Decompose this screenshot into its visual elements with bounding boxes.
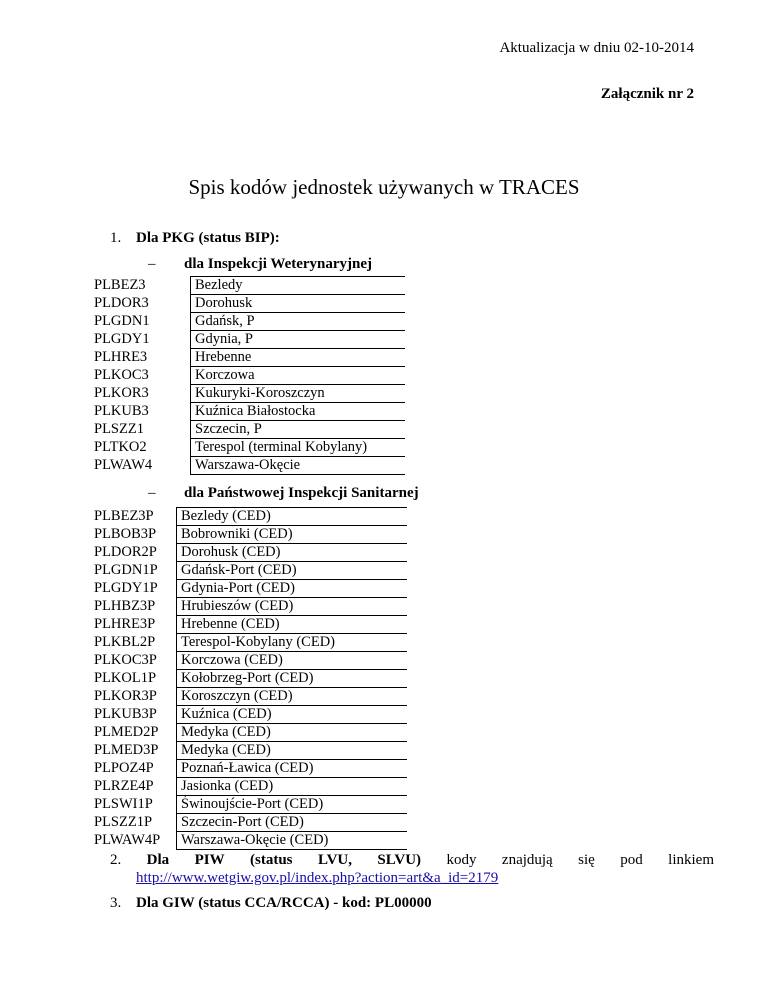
unit-code: PLSZZ1P bbox=[90, 814, 177, 832]
sanitary-codes-table bbox=[90, 507, 407, 850]
subsection-veterinary-label: dla Inspekcji Weterynaryjnej bbox=[184, 256, 373, 272]
unit-name: Gdynia, P bbox=[191, 331, 406, 349]
table-row bbox=[90, 742, 407, 760]
unit-code: PLKUB3 bbox=[90, 403, 191, 421]
unit-code: PLDOR3 bbox=[90, 295, 191, 313]
unit-name: Szczecin-Port (CED) bbox=[177, 814, 408, 832]
table-row bbox=[90, 616, 407, 634]
table-row bbox=[90, 421, 405, 439]
section-2-word: Dla bbox=[146, 852, 170, 868]
unit-code: PLGDN1 bbox=[90, 313, 191, 331]
unit-name: Gdańsk, P bbox=[191, 313, 406, 331]
unit-name: Bezledy bbox=[191, 277, 406, 295]
section-1-heading bbox=[110, 230, 280, 247]
unit-name: Gdańsk-Port (CED) bbox=[177, 562, 408, 580]
table-row bbox=[90, 457, 405, 475]
annex-label: Załącznik nr 2 bbox=[600, 86, 694, 102]
unit-code: PLWAW4 bbox=[90, 457, 191, 475]
unit-name: Gdynia-Port (CED) bbox=[177, 580, 408, 598]
table-row bbox=[90, 367, 405, 385]
table-row bbox=[90, 562, 407, 580]
veterinary-codes-table bbox=[90, 276, 405, 475]
unit-code: PLBEZ3P bbox=[90, 508, 177, 526]
unit-name: Kuźnica Białostocka bbox=[191, 403, 406, 421]
unit-code: PLHBZ3P bbox=[90, 598, 177, 616]
page-title: Spis kodów jednostek używanych w TRACES bbox=[188, 175, 580, 199]
dash-bullet: – bbox=[148, 256, 156, 272]
unit-code: PLKOR3 bbox=[90, 385, 191, 403]
section-1-number: 1. bbox=[110, 230, 122, 246]
unit-name: Warszawa-Okęcie (CED) bbox=[177, 832, 408, 850]
unit-name: Terespol-Kobylany (CED) bbox=[177, 634, 408, 652]
unit-name: Bobrowniki (CED) bbox=[177, 526, 408, 544]
update-date: Aktualizacja w dniu 02-10-2014 bbox=[499, 40, 694, 56]
table-row bbox=[90, 814, 407, 832]
section-2-word: (status bbox=[250, 852, 293, 868]
unit-name: Medyka (CED) bbox=[177, 742, 408, 760]
dash-bullet: – bbox=[148, 485, 156, 501]
table-row bbox=[90, 724, 407, 742]
unit-code: PLKOR3P bbox=[90, 688, 177, 706]
wetgiw-link[interactable]: http://www.wetgiw.gov.pl/index.php?action=art&a_id=2179 bbox=[136, 870, 499, 886]
unit-name: Poznań-Ławica (CED) bbox=[177, 760, 408, 778]
table-row bbox=[90, 508, 407, 526]
section-3 bbox=[110, 895, 432, 912]
table-row bbox=[90, 313, 405, 331]
table-row bbox=[90, 670, 407, 688]
table-row bbox=[90, 706, 407, 724]
table-row bbox=[90, 778, 407, 796]
table-row bbox=[90, 760, 407, 778]
section-2-word: LVU, bbox=[317, 852, 352, 868]
section-3-number: 3. bbox=[110, 895, 122, 911]
table-row bbox=[90, 832, 407, 850]
unit-name: Korczowa bbox=[191, 367, 406, 385]
subsection-veterinary bbox=[148, 256, 372, 273]
table-row bbox=[90, 385, 405, 403]
section-2-word: się bbox=[578, 852, 595, 868]
unit-name: Dorohusk (CED) bbox=[177, 544, 408, 562]
unit-code: PLSZZ1 bbox=[90, 421, 191, 439]
unit-code: PLKUB3P bbox=[90, 706, 177, 724]
unit-name: Hrebenne (CED) bbox=[177, 616, 408, 634]
unit-name: Terespol (terminal Kobylany) bbox=[191, 439, 406, 457]
section-2-number: 2. bbox=[110, 852, 122, 868]
unit-code: PLGDN1P bbox=[90, 562, 177, 580]
table-row bbox=[90, 688, 407, 706]
unit-name: Warszawa-Okęcie bbox=[191, 457, 406, 475]
unit-code: PLKOC3P bbox=[90, 652, 177, 670]
unit-name: Kukuryki-Koroszczyn bbox=[191, 385, 406, 403]
section-2-word: SLVU) bbox=[377, 852, 422, 868]
unit-code: PLMED2P bbox=[90, 724, 177, 742]
unit-name: Dorohusk bbox=[191, 295, 406, 313]
unit-code: PLPOZ4P bbox=[90, 760, 177, 778]
unit-name: Koroszczyn (CED) bbox=[177, 688, 408, 706]
section-2 bbox=[110, 852, 714, 887]
subsection-sanitary bbox=[148, 485, 419, 502]
unit-code: PLGDY1P bbox=[90, 580, 177, 598]
section-2-word: PIW bbox=[194, 852, 225, 868]
unit-code: PLKBL2P bbox=[90, 634, 177, 652]
unit-code: PLKOC3 bbox=[90, 367, 191, 385]
section-2-word: pod bbox=[620, 852, 643, 868]
table-row bbox=[90, 598, 407, 616]
unit-code: PLWAW4P bbox=[90, 832, 177, 850]
table-row bbox=[90, 544, 407, 562]
table-row bbox=[90, 526, 407, 544]
table-row bbox=[90, 403, 405, 421]
section-2-word: kody bbox=[446, 852, 477, 868]
table-row bbox=[90, 634, 407, 652]
section-1-text: Dla PKG (status BIP): bbox=[136, 230, 280, 246]
unit-code: PLRZE4P bbox=[90, 778, 177, 796]
table-row bbox=[90, 580, 407, 598]
unit-code: PLDOR2P bbox=[90, 544, 177, 562]
unit-name: Bezledy (CED) bbox=[177, 508, 408, 526]
table-row bbox=[90, 439, 405, 457]
unit-name: Szczecin, P bbox=[191, 421, 406, 439]
unit-name: Medyka (CED) bbox=[177, 724, 408, 742]
section-2-word: linkiem bbox=[668, 852, 714, 868]
unit-name: Kuźnica (CED) bbox=[177, 706, 408, 724]
table-row bbox=[90, 331, 405, 349]
unit-code: PLTKO2 bbox=[90, 439, 191, 457]
table-row bbox=[90, 796, 407, 814]
unit-code: PLSWI1P bbox=[90, 796, 177, 814]
unit-code: PLGDY1 bbox=[90, 331, 191, 349]
subsection-sanitary-label: dla Państwowej Inspekcji Sanitarnej bbox=[184, 485, 419, 501]
table-row bbox=[90, 295, 405, 313]
unit-name: Świnoujście-Port (CED) bbox=[177, 796, 408, 814]
unit-name: Hrebenne bbox=[191, 349, 406, 367]
unit-code: PLBEZ3 bbox=[90, 277, 191, 295]
unit-code: PLMED3P bbox=[90, 742, 177, 760]
table-row bbox=[90, 652, 407, 670]
table-row bbox=[90, 277, 405, 295]
unit-code: PLBOB3P bbox=[90, 526, 177, 544]
section-2-line bbox=[110, 852, 714, 869]
unit-code: PLHRE3P bbox=[90, 616, 177, 634]
unit-name: Jasionka (CED) bbox=[177, 778, 408, 796]
section-2-word: znajdują bbox=[501, 852, 553, 868]
unit-name: Hrubieszów (CED) bbox=[177, 598, 408, 616]
unit-name: Kołobrzeg-Port (CED) bbox=[177, 670, 408, 688]
section-3-text: Dla GIW (status CCA/RCCA) - kod: PL00000 bbox=[136, 895, 432, 911]
unit-code: PLKOL1P bbox=[90, 670, 177, 688]
unit-name: Korczowa (CED) bbox=[177, 652, 408, 670]
unit-code: PLHRE3 bbox=[90, 349, 191, 367]
table-row bbox=[90, 349, 405, 367]
